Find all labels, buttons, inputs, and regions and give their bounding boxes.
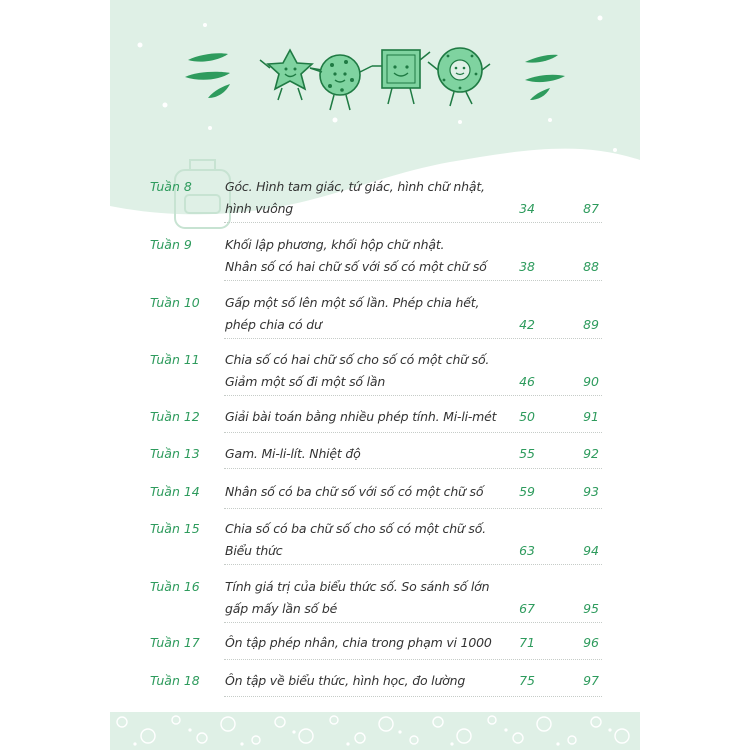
lesson-title-line1: Ôn tập về biểu thức, hình học, đo lường (225, 673, 466, 688)
page-number-a: 38 (519, 259, 535, 274)
lesson-title (225, 576, 525, 620)
lesson-title-line2: hình vuông (225, 201, 294, 216)
week-label: Tuần 12 (150, 409, 200, 424)
dotted-divider (224, 432, 602, 433)
dotted-divider (224, 280, 602, 281)
lesson-title-line1: Chia số có hai chữ số cho số có một chữ số. (225, 352, 490, 367)
page-number-b: 89 (583, 317, 599, 332)
page-number-b: 93 (583, 484, 599, 499)
page-number-b: 94 (583, 543, 599, 558)
footer-pattern (110, 712, 640, 750)
page-number-b: 97 (583, 673, 599, 688)
lesson-title (225, 481, 525, 503)
lesson-title-line1: Gấp một số lên một số lần. Phép chia hết, (225, 295, 480, 310)
lesson-title (225, 632, 525, 654)
lesson-title (225, 443, 525, 465)
lesson-title (225, 670, 525, 692)
week-label: Tuần 11 (150, 352, 200, 367)
lesson-title-line1: Tính giá trị của biểu thức số. So sánh số lớn (225, 579, 490, 594)
page-number-a: 67 (519, 601, 535, 616)
dotted-divider (224, 696, 602, 697)
week-label: Tuần 8 (150, 179, 192, 194)
lesson-title-line2: phép chia có dư (225, 317, 322, 332)
dotted-divider (224, 468, 602, 469)
lesson-title (225, 234, 525, 278)
dotted-divider (224, 395, 602, 396)
week-label: Tuần 10 (150, 295, 200, 310)
page-number-b: 91 (583, 409, 599, 424)
lesson-title-line1: Gam. Mi-li-lít. Nhiệt độ (225, 446, 361, 461)
page-number-a: 50 (519, 409, 535, 424)
page-number-b: 88 (583, 259, 599, 274)
page-number-b: 96 (583, 635, 599, 650)
page-number-a: 34 (519, 201, 535, 216)
page-number-a: 59 (519, 484, 535, 499)
lesson-title (225, 518, 525, 562)
week-label: Tuần 13 (150, 446, 200, 461)
page-number-a: 46 (519, 374, 535, 389)
page-number-b: 90 (583, 374, 599, 389)
dotted-divider (224, 222, 602, 223)
week-label: Tuần 17 (150, 635, 200, 650)
lesson-title-line2: Giảm một số đi một số lần (225, 374, 386, 389)
week-label: Tuần 18 (150, 673, 200, 688)
page-number-b: 92 (583, 446, 599, 461)
week-label: Tuần 15 (150, 521, 200, 536)
page-number-a: 71 (519, 635, 535, 650)
book-page (110, 0, 640, 750)
dotted-divider (224, 338, 602, 339)
page-number-a: 63 (519, 543, 535, 558)
page-number-b: 95 (583, 601, 599, 616)
page-number-a: 55 (519, 446, 535, 461)
lesson-title-line1: Chia số có ba chữ số cho số có một chữ số. (225, 521, 486, 536)
lesson-title (225, 292, 525, 336)
dotted-divider (224, 622, 602, 623)
lesson-title-line1: Góc. Hình tam giác, tứ giác, hình chữ nhật, (225, 179, 485, 194)
dotted-divider (224, 564, 602, 565)
lesson-title-line1: Khối lập phương, khối hộp chữ nhật. (225, 237, 445, 252)
page-number-a: 42 (519, 317, 535, 332)
week-label: Tuần 9 (150, 237, 192, 252)
lesson-title-line2: gấp mấy lần số bé (225, 601, 338, 616)
dotted-divider (224, 659, 602, 660)
week-label: Tuần 14 (150, 484, 200, 499)
week-label: Tuần 16 (150, 579, 200, 594)
page-number-a: 75 (519, 673, 535, 688)
lesson-title (225, 176, 525, 220)
lesson-title (225, 406, 525, 428)
lesson-title-line1: Nhân số có ba chữ số với số có một chữ số (225, 484, 484, 499)
lesson-title-line1: Giải bài toán bằng nhiều phép tính. Mi-li-mét (225, 409, 497, 424)
lesson-title-line2: Nhân số có hai chữ số với số có một chữ số (225, 259, 487, 274)
dotted-divider (224, 508, 602, 509)
lesson-title-line1: Ôn tập phép nhân, chia trong phạm vi 1000 (225, 635, 492, 650)
lesson-title-line2: Biểu thức (225, 543, 283, 558)
page-number-b: 87 (583, 201, 599, 216)
lesson-title (225, 349, 525, 393)
